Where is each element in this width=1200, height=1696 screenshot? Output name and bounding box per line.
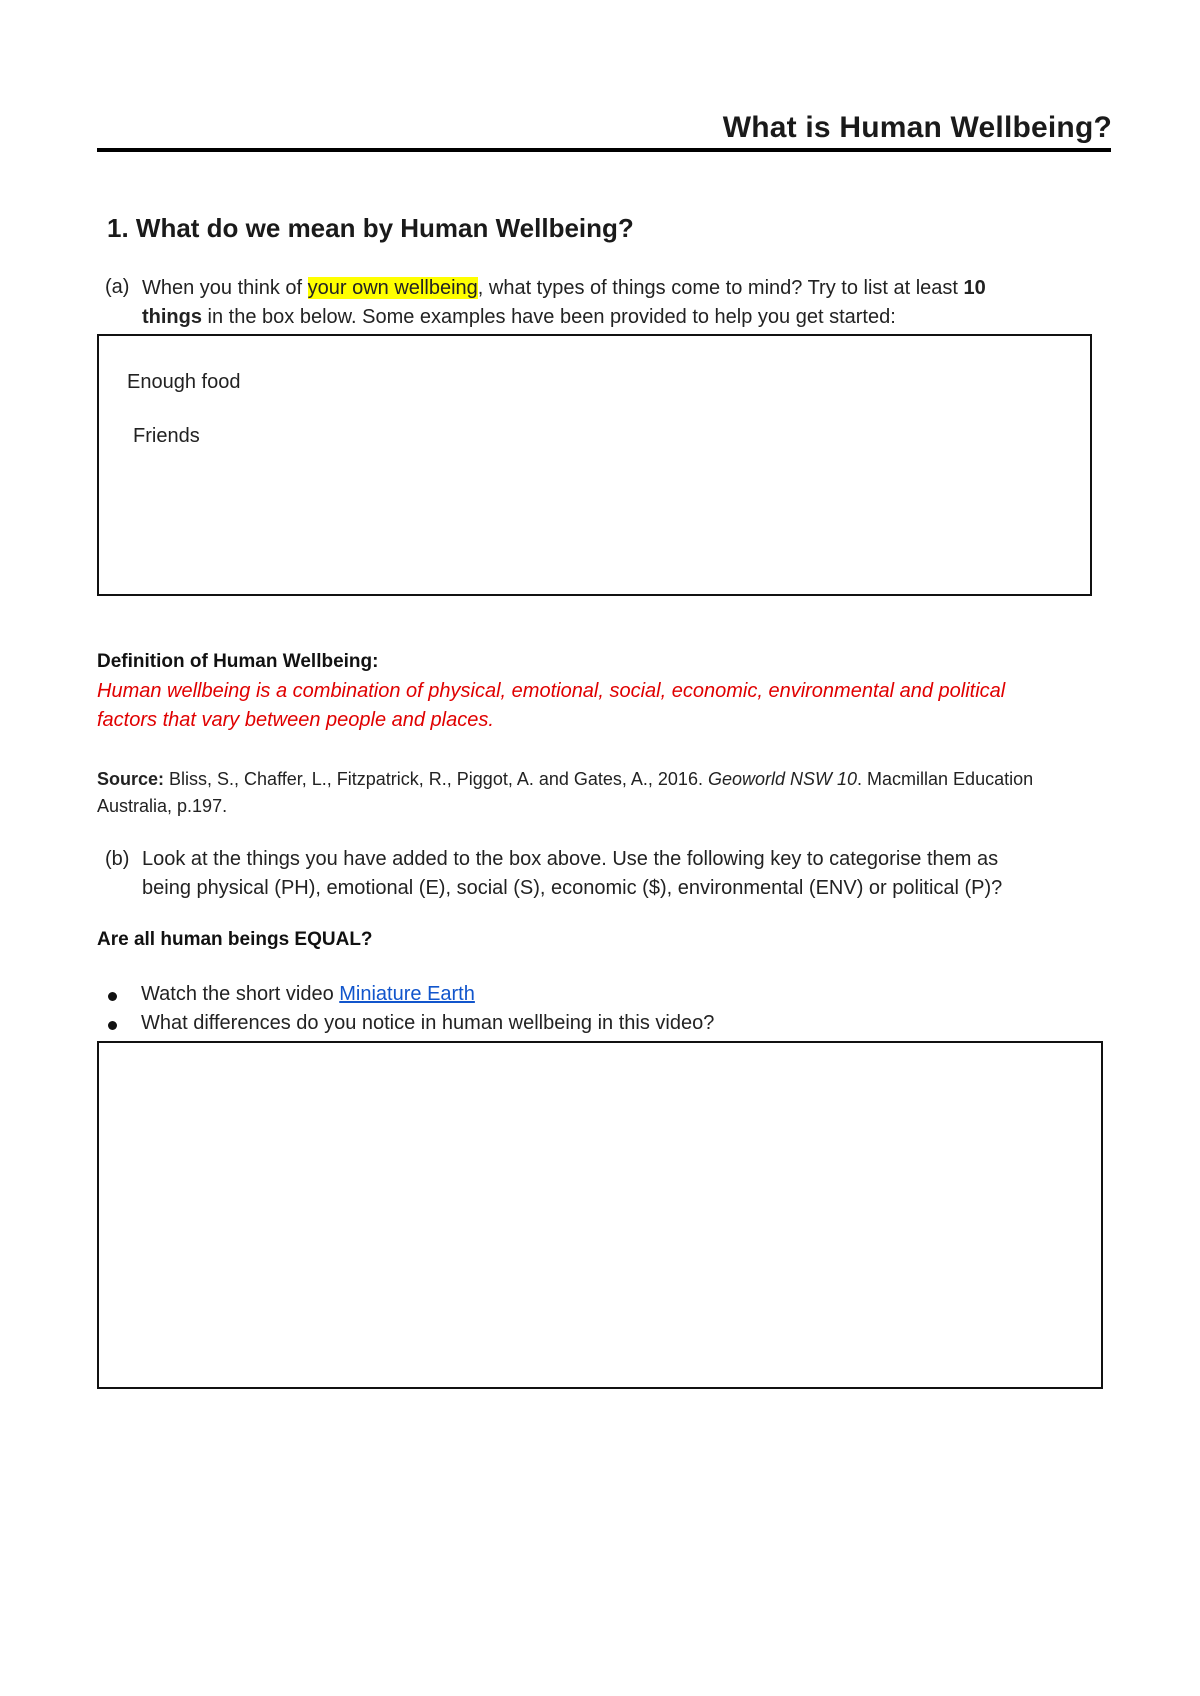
question-b-line-1: Look at the things you have added to the box above. Use the following key to categorise them as	[142, 848, 999, 870]
differences-answer-box[interactable]	[97, 1041, 1103, 1389]
question-a-count: 10	[963, 277, 986, 299]
miniature-earth-link[interactable]: Miniature Earth	[339, 983, 475, 1005]
question-a-text	[142, 274, 1102, 332]
bullet-item-question: What differences do you notice in human wellbeing in this video?	[141, 1012, 715, 1034]
bullet-video-text: Watch the short video	[141, 983, 340, 1005]
page-title: What is Human Wellbeing?	[722, 111, 1112, 144]
section-heading: 1. What do we mean by Human Wellbeing?	[107, 213, 634, 243]
question-b-line-2: being physical (PH), emotional (E), social (S), economic ($), environmental (ENV) or political (P)?	[142, 877, 1003, 899]
example-item: Friends	[133, 425, 200, 447]
question-a-text-before: When you think of	[142, 277, 308, 299]
equality-heading: Are all human beings EQUAL?	[97, 929, 373, 950]
question-a-text-after: , what types of things come to mind? Try to list at least	[477, 277, 964, 299]
question-b-label: (b)	[105, 848, 130, 870]
bullet-item-video	[141, 983, 475, 1006]
title-divider	[97, 148, 1111, 152]
question-a-line2-text: in the box below. Some examples have been provided to help you get started:	[202, 306, 896, 328]
question-a-line-1	[142, 274, 1102, 303]
bullet-icon	[108, 1021, 117, 1030]
source-citation	[97, 766, 1087, 820]
wellbeing-answer-box[interactable]	[97, 334, 1092, 596]
question-a-things: things	[142, 306, 202, 328]
example-item: Enough food	[127, 371, 241, 393]
definition-heading: Definition of Human Wellbeing:	[97, 651, 379, 672]
question-b-text	[142, 845, 1122, 903]
definition-text: Human wellbeing is a combination of physical, emotional, social, economic, environmental and political factors that vary between people and places.	[97, 680, 1006, 731]
source-text-after: . Macmillan Education Australia, p.197.	[97, 769, 1034, 816]
highlighted-phrase: your own wellbeing	[307, 277, 478, 299]
bullet-icon	[108, 992, 117, 1001]
question-a-label: (a)	[105, 276, 130, 298]
source-book-title: Geoworld NSW 10	[707, 769, 858, 789]
question-a-line-2	[142, 303, 1102, 332]
source-text-before: Bliss, S., Chaffer, L., Fitzpatrick, R., Piggot, A. and Gates, A., 2016.	[164, 769, 708, 789]
source-label: Source:	[97, 769, 165, 789]
